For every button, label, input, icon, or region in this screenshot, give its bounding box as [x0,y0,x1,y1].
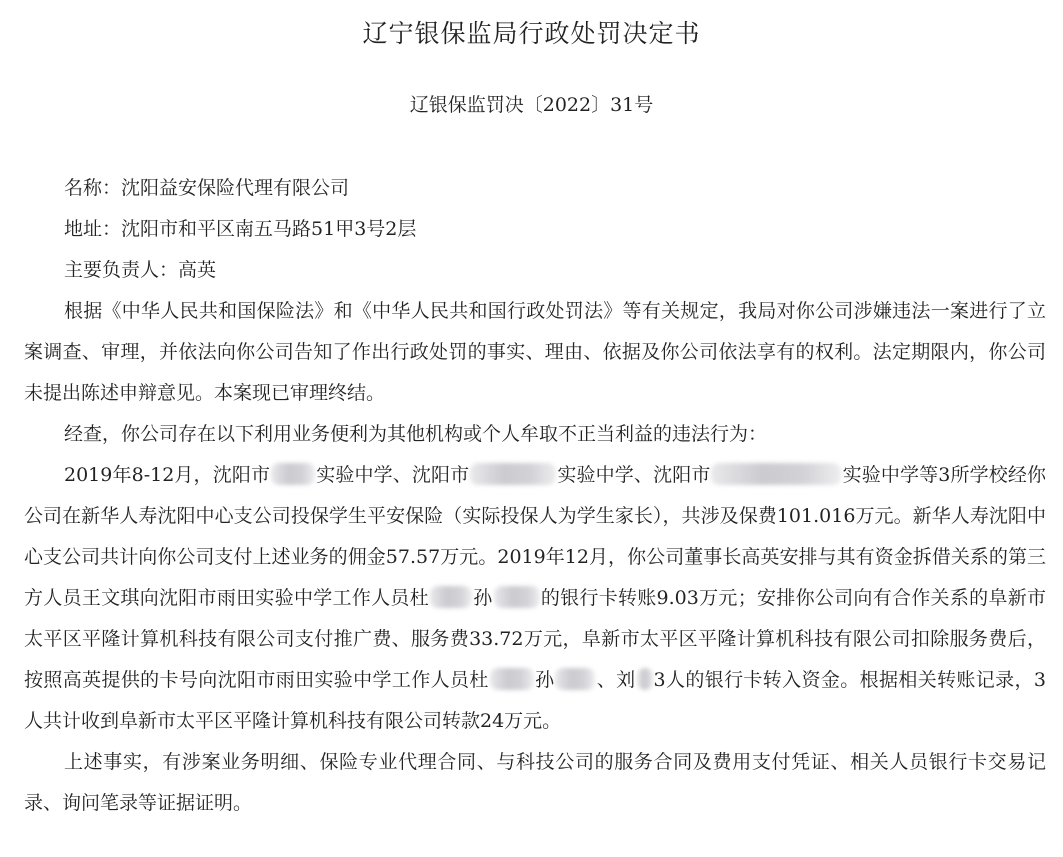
paragraph-finding-intro: 经查，你公司存在以下利用业务便利为其他机构或个人牟取不正当利益的违法行为： [64,423,768,445]
redacted-school-name [271,463,315,485]
paragraph-procedure: 根据《中华人民共和国保险法》和《中华人民共和国行政处罚法》等有关规定，我局对你公司涉嫌违法一案进行了立案调查、审理，并依法向你公司告知了作出行政处罚的事实、理由、依据及你公司依法享有的权利。法定期限内，你公司未提出陈述申辩意见。本案现已审理终结。 [24,300,1046,404]
facts-segment: 实验中学、沈阳市 [557,464,711,486]
entity-address-line [24,209,1046,250]
entity-name-line [24,168,1046,209]
entity-name: 沈阳益安保险代理有限公司 [121,177,350,199]
entity-address: 沈阳市和平区南五马路51甲3号2层 [121,218,417,240]
facts-segment: 、刘 [596,669,636,691]
facts-segment: 3人的银行卡转入资金。根据相关转账记录，3人共计收到阜新市太平区平隆计算机科技有限公司转款24万元。 [24,669,1046,732]
redacted-school-name [470,463,556,485]
entity-head: 高英 [178,259,217,281]
redacted-person-name [555,668,595,690]
facts-segment: 实验中学等3所学校经你公司在新华人寿沈阳中心支公司投保学生平安保险（实际投保人为学生家长），共涉及保费101.016万元。新华人寿沈阳中心支公司共计向你公司支付上述业务的佣金57.57万元。2019年12月，你公司董事长高英安排与其有资金拆借关系的第三方人员王文琪向沈阳市雨田实验中学工作人员杜 [24,464,1046,609]
paragraph-facts [24,455,1046,742]
facts-segment: 实验中学、沈阳市 [316,464,470,486]
document-body [24,168,1046,824]
facts-segment: 孙 [534,669,555,691]
paragraph-evidence: 上述事实，有涉案业务明细、保险专业代理合同、与科技公司的服务合同及费用支付凭证、相关人员银行卡交易记录、询问笔录等证据证明。 [24,751,1046,814]
entity-address-label: 地址： [64,218,122,240]
entity-head-line [24,250,1046,291]
facts-segment: 孙 [472,587,493,609]
redacted-person-name [494,586,540,608]
facts-segment: 的银行卡转账9.03万元；安排你公司向有合作关系的阜新市太平区平隆计算机科技有限公司支付推广费、服务费33.72万元，阜新市太平区平隆计算机科技有限公司扣除服务费后，按照高英提供的卡号向沈阳市雨田实验中学工作人员杜 [24,587,1046,691]
facts-segment: 2019年8-12月，沈阳市 [64,464,271,486]
redacted-person-name [490,668,534,690]
entity-name-label: 名称： [64,177,122,199]
redacted-person-name [637,668,653,690]
redacted-person-name [430,586,472,608]
document-title: 辽宁银保监局行政处罚决定书 [362,19,701,48]
document-number: 辽银保监罚决〔2022〕31号 [409,94,654,116]
entity-head-label: 主要负责人： [64,259,179,281]
redacted-school-name [711,463,841,485]
